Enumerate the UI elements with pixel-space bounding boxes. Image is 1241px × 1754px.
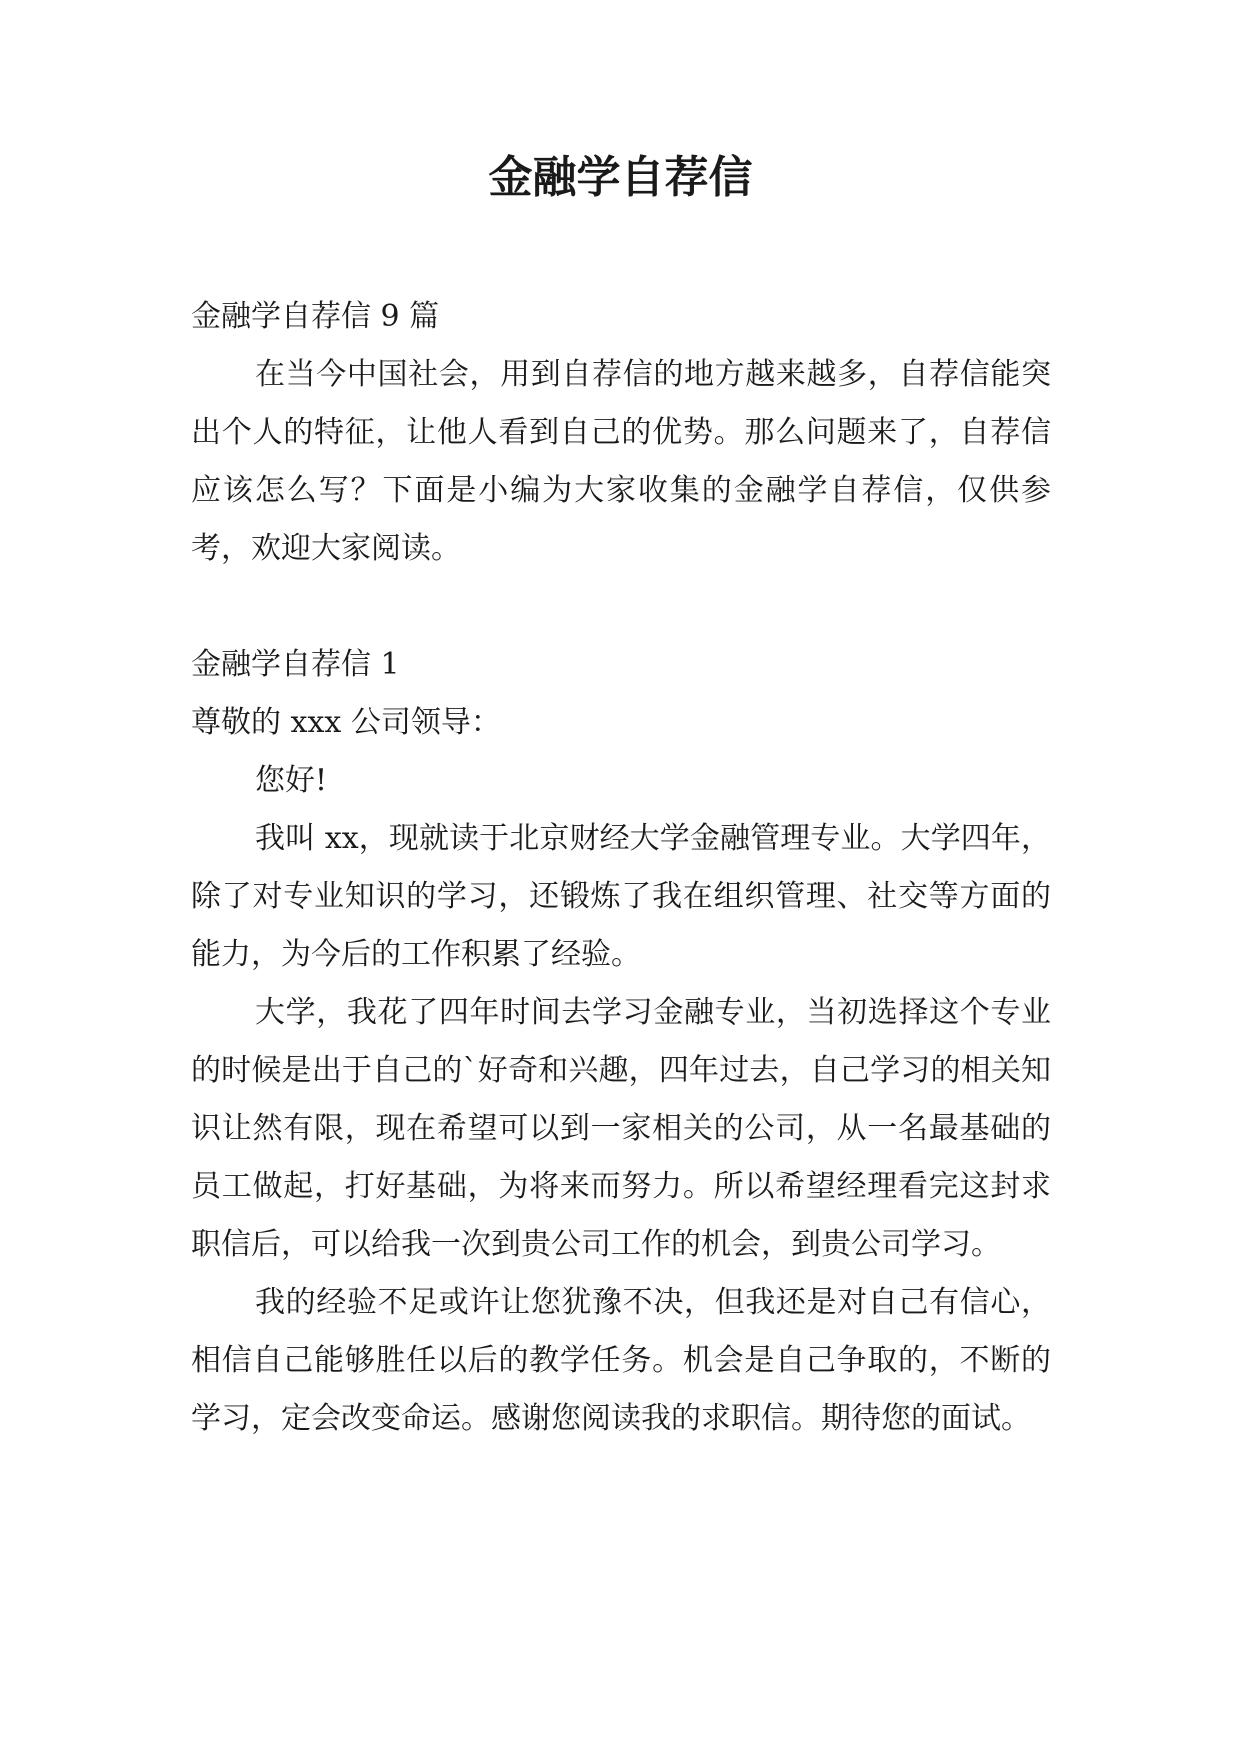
greeting: 您好! (255, 763, 328, 798)
salutation: 尊敬的 xxx 公司领导： (191, 705, 501, 740)
body-paragraph-3: 我的经验不足或许让您犹豫不决，但我还是对自己有信心，相信自己能够胜任以后的教学任务。机会是自己争取的，不断的学习，定会改变命运。感谢您阅读我的求职信。期待您的面试。 (191, 1285, 1051, 1436)
intro-paragraph: 在当今中国社会，用到自荐信的地方越来越多，自荐信能突出个人的特征，让他人看到自己的优势。那么问题来了，自荐信应该怎么写？下面是小编为大家收集的金融学自荐信，仅供参考，欢迎大家阅读。 (191, 357, 1051, 566)
body-paragraph-2: 大学，我花了四年时间去学习金融专业，当初选择这个专业的时候是出于自己的`好奇和兴趣，四年过去，自己学习的相关知识让然有限，现在希望可以到一家相关的公司，从一名最基础的员工做起，打好基础，为将来而努力。所以希望经理看完这封求职信后，可以给我一次到贵公司工作的机会，到贵公司学习。 (191, 995, 1051, 1262)
page-title: 金融学自荐信 (488, 152, 753, 203)
document-body (191, 288, 1051, 1448)
body-paragraph-1: 我叫 xx，现就读于北京财经大学金融管理专业。大学四年，除了对专业知识的学习，还锻炼了我在组织管理、社交等方面的能力，为今后的工作积累了经验。 (191, 821, 1051, 972)
document-subtitle: 金融学自荐信 9 篇 (191, 299, 440, 334)
section-heading: 金融学自荐信 1 (191, 647, 400, 682)
section-spacer (191, 578, 1051, 636)
